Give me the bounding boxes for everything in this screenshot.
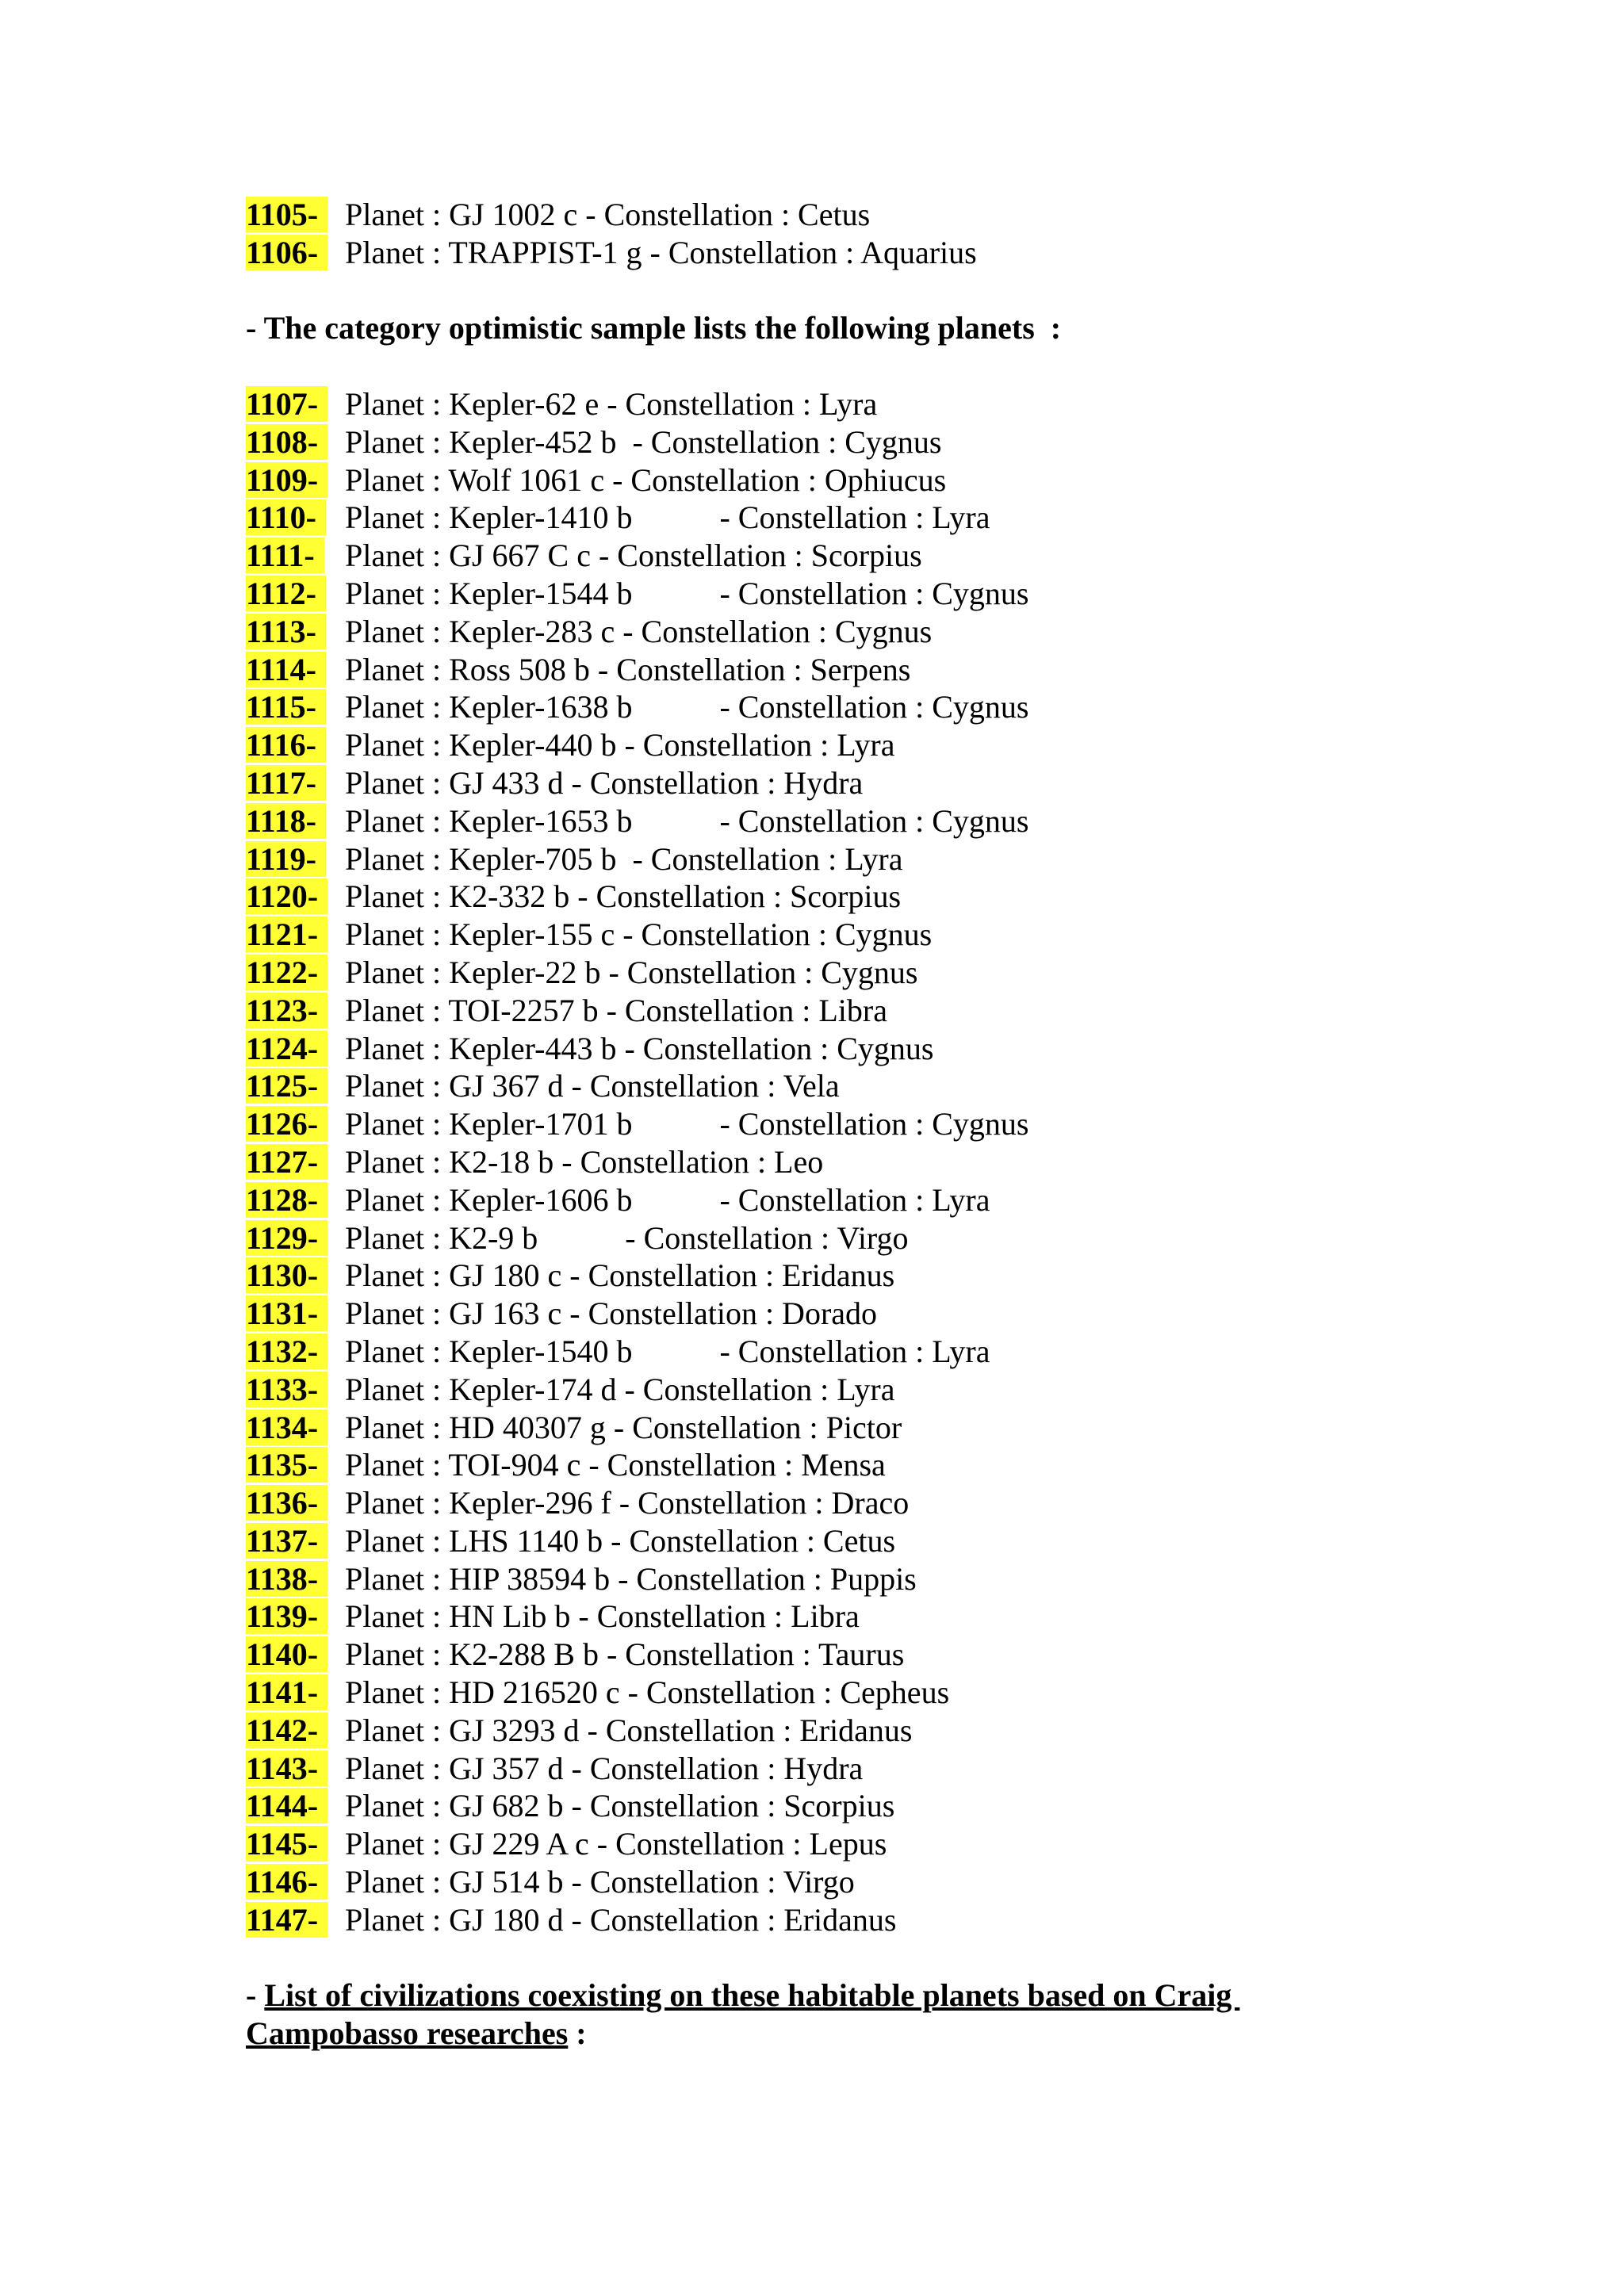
entry-number-highlight: 1124- [246,1031,327,1066]
entry-text: Planet : TOI-904 c - Constellation : Mensa [345,1447,886,1483]
list-item [246,1030,1435,1068]
entry-number-highlight: 1140- [246,1636,327,1672]
list-item [246,575,1435,613]
entry-text: Planet : Kepler-452 b - Constellation : Cygnus [345,423,942,460]
entry-text: Planet : Kepler-443 b - Constellation : Cygnus [345,1030,934,1066]
list-item [246,1257,1435,1295]
entry-number-highlight: 1113- [246,614,326,649]
list-item [246,423,1435,461]
list-item [246,726,1435,764]
entry-number [246,992,345,1030]
list-item [246,385,1435,423]
civilizations-heading-line-2 [246,2015,1435,2053]
entry-text: Planet : TOI-2257 b - Constellation : Libra [345,992,887,1028]
entry-text: Planet : Kepler-1701 b - Constellation : Cygnus [345,1106,1029,1142]
blank-line [246,1939,1435,1977]
entry-number-highlight: 1117- [246,765,326,801]
entry-number [246,1181,345,1219]
entry-number-highlight: 1146- [246,1864,327,1900]
entry-text: Planet : GJ 180 d - Constellation : Eridanus [345,1901,897,1938]
entry-number-highlight: 1108- [246,424,327,460]
entry-text: Planet : Kepler-440 b - Constellation : Lyra [345,727,895,763]
entry-text: Planet : Wolf 1061 c - Constellation : Ophiucus [345,461,947,498]
entry-text: Planet : GJ 682 b - Constellation : Scorpius [345,1788,895,1824]
entry-number [246,954,345,992]
entry-number-highlight: 1112- [246,576,326,611]
entry-number-highlight: 1141- [246,1674,327,1710]
list-item [246,1712,1435,1750]
entry-number-highlight: 1142- [246,1712,327,1748]
list-item [246,878,1435,916]
list-item [246,1787,1435,1825]
entry-number [246,575,345,613]
entry-number-highlight: 1135- [246,1447,327,1483]
entry-text: Planet : Kepler-174 d - Constellation : Lyra [345,1371,895,1407]
entry-number-highlight: 1120- [246,878,327,914]
entry-number [246,1636,345,1674]
list-item [246,1522,1435,1560]
entry-number [246,1863,345,1901]
entry-number [246,1712,345,1750]
entry-number-highlight: 1107- [246,386,327,422]
entry-number-highlight: 1105- [246,197,327,232]
entry-number [246,1522,345,1560]
entry-number [246,1143,345,1181]
entry-number [246,1674,345,1712]
entry-number [246,726,345,764]
list-item [246,499,1435,537]
entry-number-highlight: 1131- [246,1295,327,1331]
entry-number [246,651,345,689]
entry-text: Planet : GJ 514 b - Constellation : Virgo [345,1864,855,1900]
entry-text: Planet : GJ 229 A c - Constellation : Lepus [345,1826,887,1862]
list-item [246,651,1435,689]
entry-text: Planet : GJ 180 c - Constellation : Eridanus [345,1257,895,1294]
list-item [246,1067,1435,1105]
list-item [246,234,1435,272]
entry-number-highlight: 1106- [246,235,327,270]
entry-number [246,1787,345,1825]
civilizations-heading-line-1 [246,1976,1435,2015]
list-item [246,1674,1435,1712]
entry-number-highlight: 1145- [246,1826,327,1862]
entry-number-highlight: 1116- [246,727,326,763]
heading-underlined-text-1: List of civilizations coexisting on these habitable planets based on Craig [264,1977,1240,2014]
list-item [246,840,1435,878]
entry-number-highlight: 1114- [246,652,326,687]
entry-number [246,1484,345,1522]
list-item [246,1219,1435,1257]
entry-text: Planet : HIP 38594 b - Constellation : Puppis [345,1560,917,1597]
entry-text: Planet : Kepler-155 c - Constellation : Cygnus [345,916,933,953]
entry-text: Planet : Kepler-1653 b - Constellation : Cygnus [345,802,1029,839]
entry-text: Planet : GJ 433 d - Constellation : Hydra [345,764,864,801]
list-item [246,1105,1435,1143]
entry-text: Planet : HN Lib b - Constellation : Libra [345,1598,860,1635]
heading-suffix: : [568,2015,587,2052]
list-item [246,992,1435,1030]
entry-number [246,461,345,499]
page-content [246,196,1435,2053]
list-item [246,537,1435,575]
entry-number-highlight: 1132- [246,1334,327,1369]
entry-number [246,385,345,423]
entry-number [246,802,345,840]
entry-text: Planet : Kepler-1544 b - Constellation : Cygnus [345,575,1029,611]
entry-number [246,613,345,651]
entry-number-highlight: 1144- [246,1788,327,1823]
entry-number-highlight: 1139- [246,1598,327,1634]
entry-number-highlight: 1115- [246,689,326,725]
list-item [246,1598,1435,1636]
entry-number [246,878,345,916]
list-item [246,1825,1435,1863]
list-item [246,461,1435,499]
blank-line [246,272,1435,310]
entry-number-highlight: 1127- [246,1144,327,1180]
entry-number-highlight: 1110- [246,499,326,535]
entry-number [246,537,345,575]
planet-list-optimistic-sample [246,385,1435,1939]
entry-text: Planet : K2-9 b - Constellation : Virgo [345,1219,909,1256]
entry-number [246,1295,345,1333]
entry-text: Planet : HD 40307 g - Constellation : Pictor [345,1409,902,1445]
entry-number [246,196,345,234]
entry-text: Planet : Kepler-1606 b - Constellation : Lyra [345,1181,990,1218]
entry-number-highlight: 1143- [246,1751,327,1786]
entry-number [246,1333,345,1371]
entry-number [246,764,345,802]
list-item [246,1371,1435,1409]
entry-number [246,1560,345,1598]
entry-number [246,840,345,878]
entry-number-highlight: 1130- [246,1257,327,1293]
entry-text: Planet : Kepler-296 f - Constellation : Draco [345,1485,910,1521]
planet-list-part-1 [246,196,1435,272]
list-item [246,1295,1435,1333]
entry-number [246,688,345,726]
entry-number [246,234,345,272]
entry-number [246,1750,345,1788]
entry-number [246,1901,345,1939]
entry-number-highlight: 1121- [246,916,327,952]
entry-text: Planet : GJ 667 C c - Constellation : Scorpius [345,538,922,574]
entry-number-highlight: 1118- [246,803,326,839]
entry-number [246,1598,345,1636]
list-item [246,954,1435,992]
entry-text: Planet : K2-332 b - Constellation : Scorpius [345,878,902,915]
entry-number-highlight: 1129- [246,1220,327,1256]
entry-text: Planet : Kepler-22 b - Constellation : Cygnus [345,954,918,990]
entry-number-highlight: 1111- [246,538,324,573]
entry-number [246,499,345,537]
entry-text: Planet : Kepler-62 e - Constellation : Lyra [345,385,878,422]
entry-number [246,1409,345,1447]
entry-text: Planet : K2-288 B b - Constellation : Taurus [345,1636,905,1673]
entry-number [246,1105,345,1143]
entry-text: Planet : Kepler-283 c - Constellation : Cygnus [345,613,933,649]
entry-text: Planet : HD 216520 c - Constellation : Cepheus [345,1674,950,1711]
list-item [246,916,1435,954]
entry-text: Planet : GJ 1002 c - Constellation : Cetus [345,197,871,232]
entry-number-highlight: 1136- [246,1485,327,1521]
entry-text: Planet : GJ 3293 d - Constellation : Eridanus [345,1712,913,1748]
list-item [246,1750,1435,1788]
entry-number [246,1030,345,1068]
list-item [246,1446,1435,1484]
list-item [246,1409,1435,1447]
list-item [246,1863,1435,1901]
entry-number-highlight: 1128- [246,1182,327,1218]
list-item [246,764,1435,802]
entry-number-highlight: 1137- [246,1523,327,1559]
entry-number-highlight: 1134- [246,1410,327,1445]
entry-number-highlight: 1147- [246,1902,327,1938]
entry-text: Planet : GJ 357 d - Constellation : Hydra [345,1750,864,1786]
entry-text: Planet : Kepler-1410 b - Constellation : Lyra [345,499,990,536]
entry-number-highlight: 1109- [246,462,327,498]
entry-number-highlight: 1119- [246,841,326,877]
entry-text: Planet : Ross 508 b - Constellation : Serpens [345,651,911,687]
list-item [246,1636,1435,1674]
entry-number-highlight: 1123- [246,993,327,1028]
list-item [246,196,1435,234]
entry-number [246,1067,345,1105]
list-item [246,688,1435,726]
entry-number [246,1219,345,1257]
heading-prefix: - [246,1977,265,2014]
heading-underlined-text-2: Campobasso researches [246,2015,569,2052]
list-item [246,1181,1435,1219]
entry-text: Planet : TRAPPIST-1 g - Constellation : Aquarius [345,234,977,270]
entry-number-highlight: 1125- [246,1068,327,1104]
section-heading: - The category optimistic sample lists the following planets : [246,310,1062,346]
entry-number [246,916,345,954]
entry-text: Planet : Kepler-1638 b - Constellation : Cygnus [345,689,1029,725]
list-item [246,1484,1435,1522]
list-item [246,1143,1435,1181]
list-item [246,1333,1435,1371]
entry-number [246,1257,345,1295]
entry-number [246,423,345,461]
entry-text: Planet : Kepler-705 b - Constellation : Lyra [345,840,903,877]
list-item [246,1560,1435,1598]
entry-number-highlight: 1126- [246,1106,327,1142]
blank-line [246,347,1435,385]
entry-text: Planet : GJ 367 d - Constellation : Vela [345,1068,840,1104]
entry-number [246,1825,345,1863]
list-item [246,802,1435,840]
entry-text: Planet : Kepler-1540 b - Constellation : Lyra [345,1333,990,1369]
entry-number [246,1371,345,1409]
entry-number [246,1446,345,1484]
entry-number-highlight: 1138- [246,1561,327,1597]
entry-number-highlight: 1133- [246,1372,327,1407]
list-item [246,1901,1435,1939]
list-item [246,613,1435,651]
entry-text: Planet : LHS 1140 b - Constellation : Cetus [345,1522,896,1559]
entry-text: Planet : K2-18 b - Constellation : Leo [345,1143,824,1180]
entry-number-highlight: 1122- [246,955,327,990]
entry-text: Planet : GJ 163 c - Constellation : Dorado [345,1295,878,1332]
